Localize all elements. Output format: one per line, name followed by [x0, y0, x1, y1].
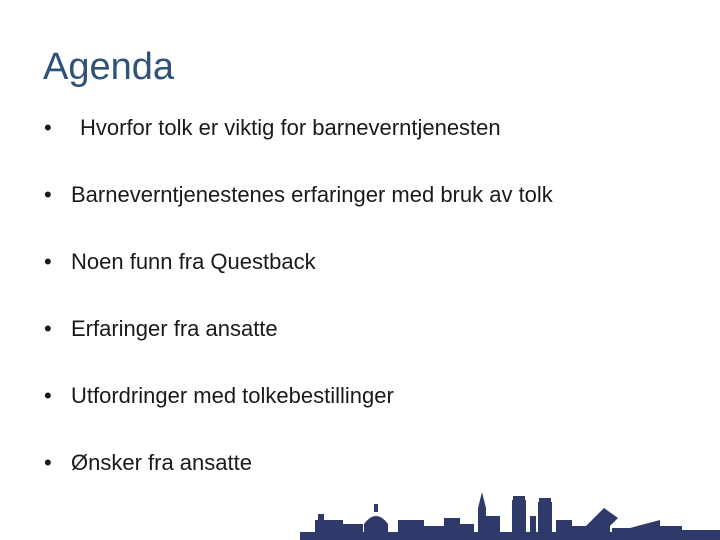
bullet-icon: • — [44, 115, 52, 140]
bullet-icon: • — [44, 383, 52, 408]
slide-title: Agenda — [43, 46, 175, 88]
city-skyline-icon — [0, 480, 720, 540]
agenda-item — [44, 309, 553, 376]
bullet-icon: • — [44, 450, 52, 475]
agenda-item — [44, 108, 553, 175]
agenda-item-text: Ønsker fra ansatte — [71, 450, 252, 475]
agenda-item-text: Erfaringer fra ansatte — [71, 316, 278, 341]
agenda-item-text: Utfordringer med tolkebestillinger — [71, 383, 394, 408]
agenda-item-text: Hvorfor tolk er viktig for barneverntjenesten — [80, 115, 501, 140]
agenda-item — [44, 175, 553, 242]
agenda-item-text: Noen funn fra Questback — [71, 249, 316, 274]
agenda-item — [44, 376, 553, 443]
bullet-icon: • — [44, 249, 52, 274]
agenda-item-text: Barneverntjenestenes erfaringer med bruk av tolk — [71, 182, 553, 207]
bullet-icon: • — [44, 316, 52, 341]
bullet-icon: • — [44, 182, 52, 207]
agenda-item — [44, 242, 553, 309]
agenda-list — [44, 108, 553, 510]
